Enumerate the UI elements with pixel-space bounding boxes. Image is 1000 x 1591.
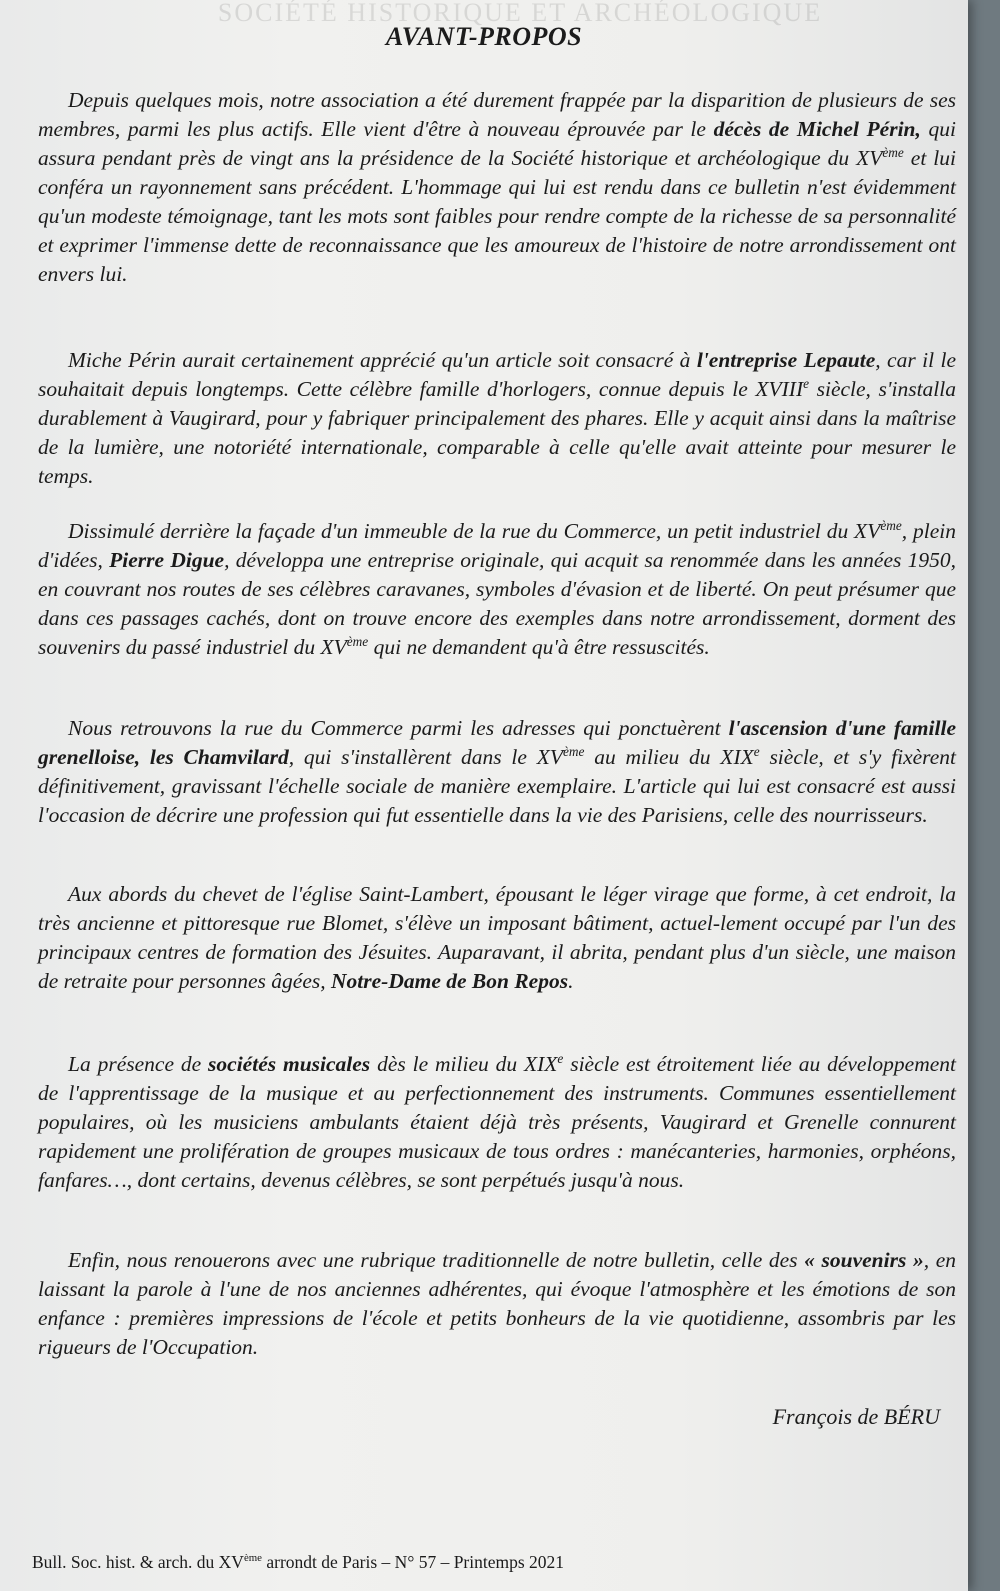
paragraph-2: Miche Périn aurait certainement apprécié qu'un article soit consacré à l'entreprise Lepaute, car il le souhaitait depuis longtemps. Cette célèbre famille d'horlogers, connue depuis le XVIIIe siècle, s'installa durablement à Vaugirard, pour y fabriquer principalement des phares. Elle y acquit ainsi dans la maîtrise de la lumière, une notoriété internationale, comparable à celle qu'elle avait atteinte pour mesurer le temps. bbox=[38, 348, 957, 488]
bold-phrase: décès de Michel Périn, bbox=[713, 117, 921, 141]
paragraph-1: Depuis quelques mois, notre association a été durement frappée par la disparition de plusieurs de ses membres, parmi les plus actifs. Elle vient d'être à nouveau éprouvée par le décès de Michel Périn, qui assura pendant près de vingt ans la présidence de la Société historique et archéologique du XVème et lui conféra un rayonnement sans précédent. L'hommage qui lui est rendu dans ce bulletin n'est évidemment qu'un modeste témoignage, tant les mots sont faibles pour rendre compte de la richesse de sa personnalité et exprimer l'immense dette de reconnaissance que les amoureux de l'histoire de notre arrondissement ont envers lui. bbox=[38, 88, 957, 286]
paragraph-6: La présence de sociétés musicales dès le milieu du XIXe siècle est étroitement liée au développement de l'apprentissage de la musique et au perfectionnement des instruments. Communes essentiellement populaires, où les musiciens ambulants étaient déjà très présents, Vaugirard et Grenelle connurent rapidement une prolifération de groupes musicaux de tous ordres : manécanteries, harmonies, orphéons, fanfares…, dont certains, devenus célèbres, se sont perpétués jusqu'à nous. bbox=[38, 1050, 957, 1192]
paragraph-3: Dissimulé derrière la façade d'un immeuble de la rue du Commerce, un petit industriel du XVème, plein d'idées, Pierre Digue, développa une entreprise originale, qui acquit sa renommée dans les années 1950, en couvrant nos routes de ses célèbres caravanes, symboles d'évasion et de liberté. On peut présumer que dans ces passages cachés, dont on trouve encore des exemples dans notre arrondissement, dorment des souvenirs du passé industriel du XVème qui ne demandent qu'à être ressuscités. bbox=[38, 517, 956, 659]
bold-phrase: l'ascension d'une famille grenelloise, les Chamvilard bbox=[38, 716, 956, 769]
bold-phrase: « souvenirs » bbox=[804, 1248, 924, 1272]
paragraph-7: Enfin, nous renouerons avec une rubrique traditionnelle de notre bulletin, celle des « souvenirs », en laissant la parole à l'une de nos anciennes adhérentes, qui évoque l'atmosphère et les émotions de son enfance : premières impressions de l'école et petits bonheurs de la vie quotidienne, assombris par les rigueurs de l'Occupation. bbox=[38, 1248, 956, 1359]
show-through-text: SOCIÉTÉ HISTORIQUE ET ARCHÉOLOGIQUE bbox=[217, 0, 823, 27]
page-title: AVANT-PROPOS bbox=[385, 22, 583, 51]
paragraph-5: Aux abords du chevet de l'église Saint-Lambert, épousant le léger virage que forme, à cet endroit, la très ancienne et pittoresque rue Blomet, s'élève un imposant bâtiment, actuel-lement occupé par l'un des principaux centres de formation des Jésuites. Auparavant, il abrita, pendant plus d'un siècle, une maison de retraite pour personnes âgées, Notre-Dame de Bon Repos. bbox=[38, 882, 956, 993]
author-signature: François de BÉRU bbox=[772, 1404, 940, 1429]
bold-phrase: sociétés musicales bbox=[208, 1052, 371, 1076]
paragraph-4: Nous retrouvons la rue du Commerce parmi les adresses qui ponctuèrent l'ascension d'une famille grenelloise, les Chamvilard, qui s'installèrent dans le XVème au milieu du XIXe siècle, et s'y fixèrent définitivement, gravissant l'échelle sociale de manière exemplaire. L'article qui lui est consacré est aussi l'occasion de décrire une profession qui fut essentielle dans la vie des Parisiens, celle des nourrisseurs. bbox=[38, 716, 956, 827]
page-footer: Bull. Soc. hist. & arch. du XVème arrondt de Paris – N° 57 – Printemps 2021 bbox=[32, 1552, 565, 1572]
bold-phrase: Pierre Digue bbox=[109, 548, 225, 572]
bold-phrase: Notre-Dame de Bon Repos bbox=[331, 969, 569, 993]
bold-phrase: l'entreprise Lepaute bbox=[696, 348, 876, 372]
